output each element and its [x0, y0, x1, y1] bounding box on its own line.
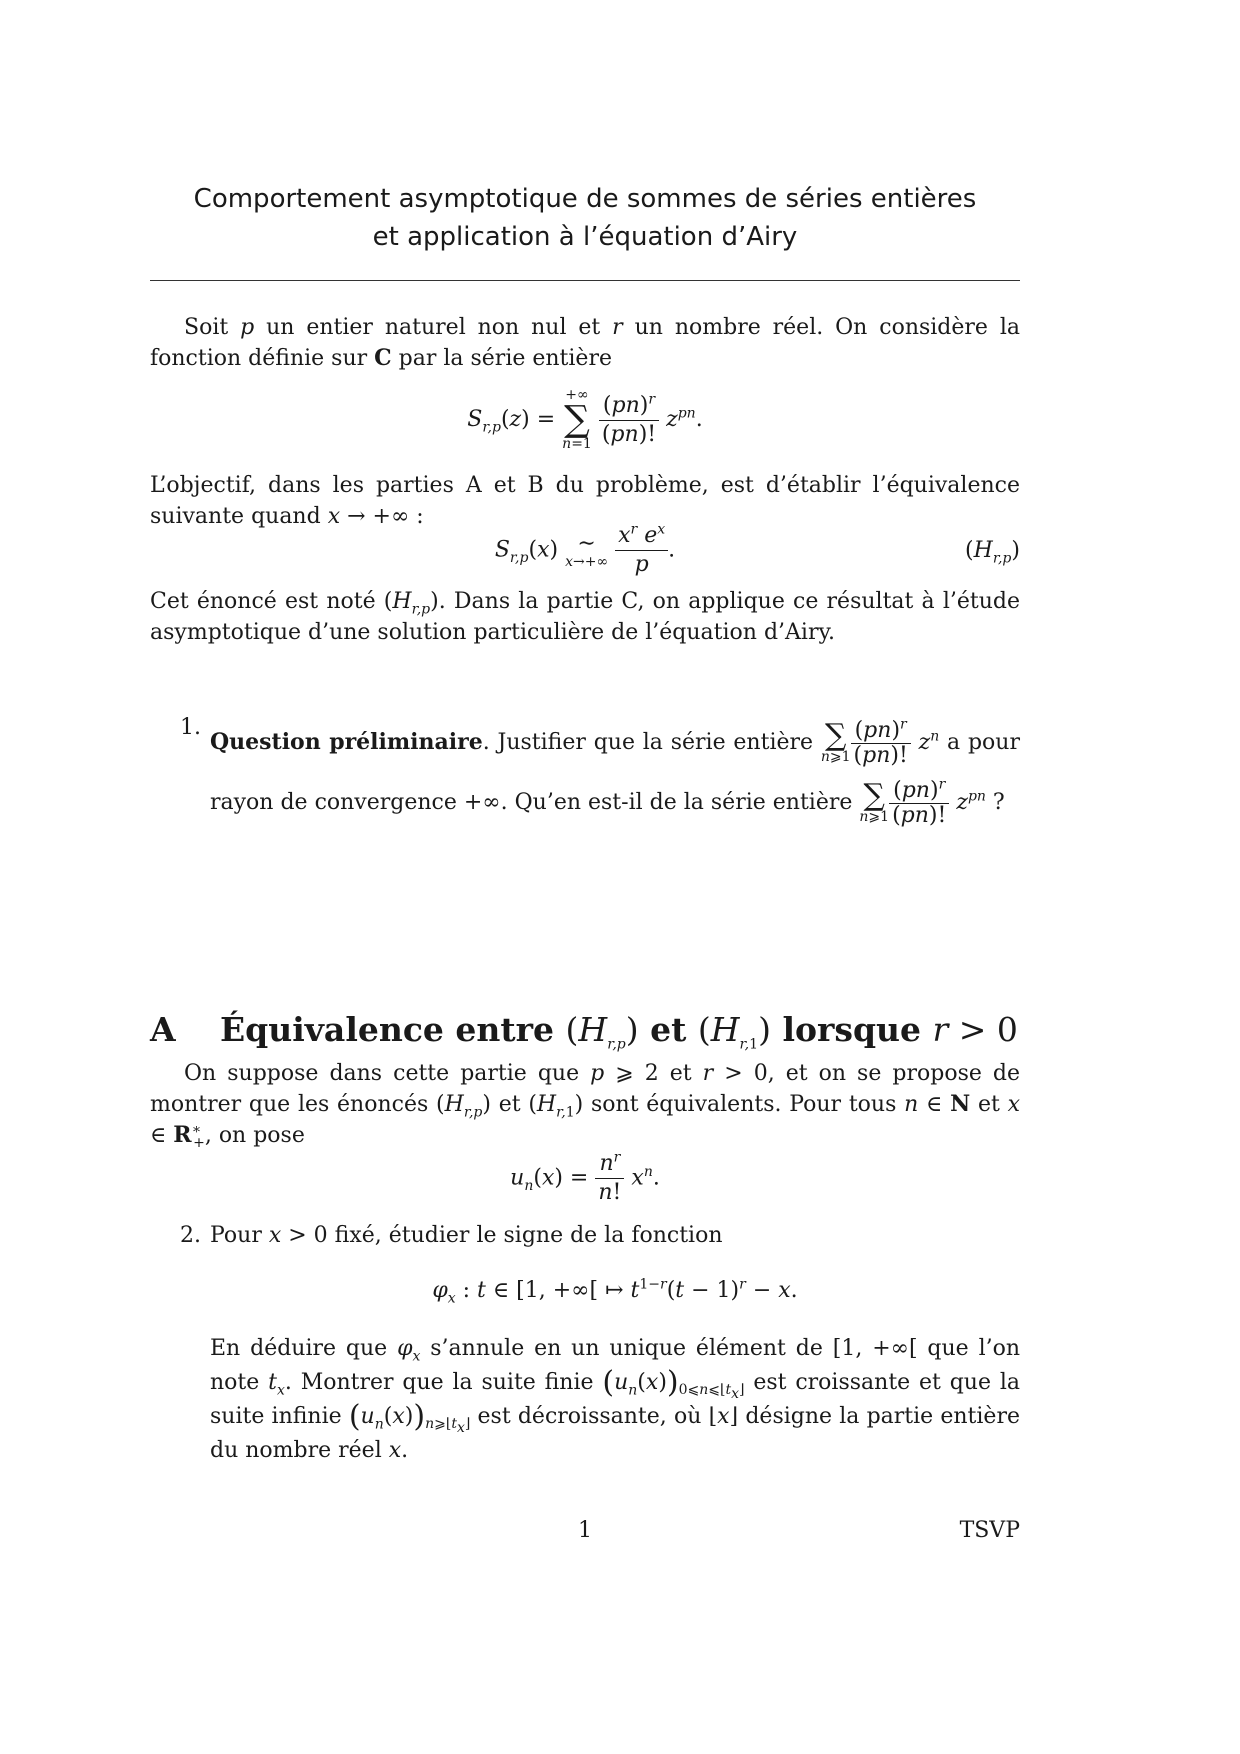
intro-paragraph-3: Cet énoncé est noté $(H_{r,p})$. Dans la partie C, on applique ce résultat à l’étude asymptotique d’une solution particulière de l’équation d’Airy.	[150, 589, 1020, 645]
document-title	[150, 180, 1020, 256]
section-A-heading: A Équivalence entre $(H_{r,p})$ et $(H_{r,1})$ lorsque r > 0	[150, 1010, 1018, 1053]
title-rule	[150, 280, 1020, 281]
question-2-continued: En déduire que $\varphi_x$ s’annule en un unique élément de [1, +∞[ que l’on note $t_x$. Montrer que la suite finie $(u_n(x))_{0⩽n⩽⌊t_x⌋}$ est croissante et que la suite infinie $(u_n(x))_{n⩾⌊t_x⌋}$ est décroissante, où ⌊x⌋ désigne la partie entière du nombre réel x.	[210, 1336, 1021, 1463]
question-1: 1. Question préliminaire. Justifier que la série entière ∑ n⩾1 $\frac{(pn)^r}{(pn)!}$ $z^n$ a pour rayon de convergence +∞. Qu’en est-il de la série entière ∑ n⩾1 $\frac{(pn)^r}{(pn)!}$ $z^{pn}$ ?	[180, 715, 1020, 828]
equation-S-definition: $S_{r,p}(z)$ = +∞ ∑ n=1 $\frac{(pn)^r}{(pn)!}$ $z^{pn}$.	[467, 387, 703, 452]
equation-phi: $\varphi_x$ : t ∈ [1, +∞[ ↦ $t^{1-r}(t - 1)^r - x$.	[432, 1276, 798, 1307]
question-2: 2. Pour x > 0 fixé, étudier le signe de la fonction	[180, 1223, 723, 1248]
equation-u-n: $u_n(x)$ = $\frac{n^r}{n!}$ $x^n$.	[510, 1149, 660, 1205]
intro-paragraph-2: L’objectif, dans les parties A et B du problème, est d’établir l’équivalence suivante quand x → +∞ :	[150, 473, 1020, 529]
intro-paragraph-1: Soit p un entier naturel non nul et r un nombre réel. On considère la fonction définie sur C par la série entière	[150, 315, 1021, 371]
title-line-1: Comportement asymptotique de sommes de séries entières	[193, 184, 977, 214]
equation-H-rp: $S_{r,p}(x)$ ∼ x→+∞ $\frac{x^r e^x}{p}$ . $(H_{r,p})$	[494, 521, 1020, 577]
title-line-2: et application à l’équation d’Airy	[372, 222, 798, 252]
section-A-paragraph: On suppose dans cette partie que p ⩾ 2 et r > 0, et on se propose de montrer que les énoncés $(H_{r,p})$ et $(H_{r,1})$ sont équivalents. Pour tous n ∈ N et x ∈ $R^∗_+$, on pose	[150, 1061, 1021, 1152]
page-number: 1	[578, 1518, 592, 1543]
tsvp-label: TSVP	[959, 1518, 1020, 1543]
